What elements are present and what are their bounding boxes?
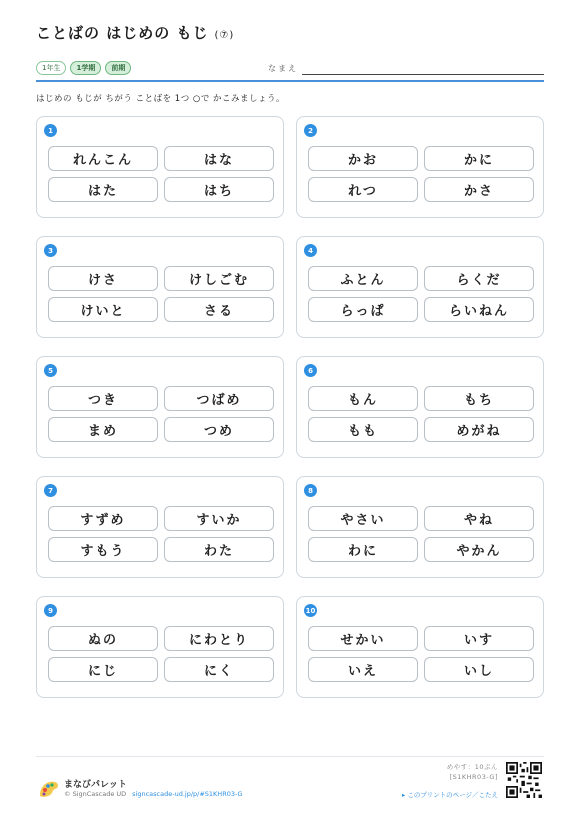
question-number-badge: 4 xyxy=(304,244,317,257)
palette-logo-icon xyxy=(38,778,60,798)
word-option[interactable]: けいと xyxy=(48,297,158,322)
question-number-badge: 1 xyxy=(44,124,57,137)
word-option[interactable]: れつ xyxy=(308,177,418,202)
question-card xyxy=(296,596,544,698)
word-option[interactable]: やね xyxy=(424,506,534,531)
question-number-badge: 2 xyxy=(304,124,317,137)
word-option[interactable]: いえ xyxy=(308,657,418,682)
question-card xyxy=(296,116,544,218)
worksheet-meta xyxy=(447,762,498,782)
name-label: なまえ xyxy=(268,64,298,73)
term-tag: 1学期 xyxy=(70,61,101,75)
word-option[interactable]: つばめ xyxy=(164,386,274,411)
copyright-text: © SignCascade UD xyxy=(64,790,127,798)
word-option[interactable]: めがね xyxy=(424,417,534,442)
word-option[interactable]: けしごむ xyxy=(164,266,274,291)
question-number-badge: 7 xyxy=(44,484,57,497)
question-card xyxy=(36,596,284,698)
question-card xyxy=(296,236,544,338)
word-option[interactable]: いす xyxy=(424,626,534,651)
question-number-badge: 5 xyxy=(44,364,57,377)
word-option[interactable]: もも xyxy=(308,417,418,442)
word-option[interactable]: はた xyxy=(48,177,158,202)
word-option[interactable]: らいねん xyxy=(424,297,534,322)
word-option[interactable]: らっぱ xyxy=(308,297,418,322)
word-option[interactable]: かさ xyxy=(424,177,534,202)
footer-divider xyxy=(36,756,544,757)
word-option[interactable]: けさ xyxy=(48,266,158,291)
question-card xyxy=(296,476,544,578)
word-option[interactable]: わた xyxy=(164,537,274,562)
word-option[interactable]: やさい xyxy=(308,506,418,531)
source-url-link[interactable]: signcascade-ud.jp/p/#S1KHR03-G xyxy=(132,790,243,798)
semester-tag: 前期 xyxy=(105,61,131,75)
question-number-badge: 9 xyxy=(44,604,57,617)
question-card xyxy=(296,356,544,458)
word-option[interactable]: もん xyxy=(308,386,418,411)
copyright-line xyxy=(64,790,243,798)
title-number: (⑦) xyxy=(214,30,235,41)
question-number-badge: 6 xyxy=(304,364,317,377)
question-card xyxy=(36,356,284,458)
grade-tag: 1年生 xyxy=(36,61,66,75)
answer-page-link[interactable]: ▸ このプリントのページ／こたえ xyxy=(402,791,498,799)
word-option[interactable]: すずめ xyxy=(48,506,158,531)
word-option[interactable]: やかん xyxy=(424,537,534,562)
word-option[interactable]: いし xyxy=(424,657,534,682)
worksheet-code: [S1KHR03-G] xyxy=(449,773,498,781)
word-option[interactable]: すもう xyxy=(48,537,158,562)
word-option[interactable]: らくだ xyxy=(424,266,534,291)
word-option[interactable]: すいか xyxy=(164,506,274,531)
word-option[interactable]: もち xyxy=(424,386,534,411)
word-option[interactable]: ぬの xyxy=(48,626,158,651)
question-card xyxy=(36,236,284,338)
worksheet-title xyxy=(36,22,234,43)
question-card xyxy=(36,476,284,578)
word-option[interactable]: さる xyxy=(164,297,274,322)
word-option[interactable]: かお xyxy=(308,146,418,171)
question-number-badge: 10 xyxy=(304,604,317,617)
header-divider xyxy=(36,80,544,82)
word-option[interactable]: まめ xyxy=(48,417,158,442)
time-estimate: めやす：10ぷん xyxy=(446,763,498,771)
word-option[interactable]: にじ xyxy=(48,657,158,682)
question-number-badge: 3 xyxy=(44,244,57,257)
instruction-text: はじめの もじが ちがう ことばを 1つ ○で かこみましょう。 xyxy=(36,94,286,104)
word-option[interactable]: はな xyxy=(164,146,274,171)
word-option[interactable]: ふとん xyxy=(308,266,418,291)
brand-name: まなびパレット xyxy=(64,780,127,790)
word-option[interactable]: にわとり xyxy=(164,626,274,651)
word-option[interactable]: つめ xyxy=(164,417,274,442)
level-tags xyxy=(36,61,131,75)
word-option[interactable]: わに xyxy=(308,537,418,562)
word-option[interactable]: つき xyxy=(48,386,158,411)
word-option[interactable]: せかい xyxy=(308,626,418,651)
title-text: ことばの はじめの もじ xyxy=(36,24,209,42)
question-card xyxy=(36,116,284,218)
qr-code-icon[interactable] xyxy=(506,762,542,798)
name-line xyxy=(302,74,544,75)
word-option[interactable]: かに xyxy=(424,146,534,171)
question-grid xyxy=(36,116,544,698)
word-option[interactable]: れんこん xyxy=(48,146,158,171)
word-option[interactable]: はち xyxy=(164,177,274,202)
question-number-badge: 8 xyxy=(304,484,317,497)
word-option[interactable]: にく xyxy=(164,657,274,682)
